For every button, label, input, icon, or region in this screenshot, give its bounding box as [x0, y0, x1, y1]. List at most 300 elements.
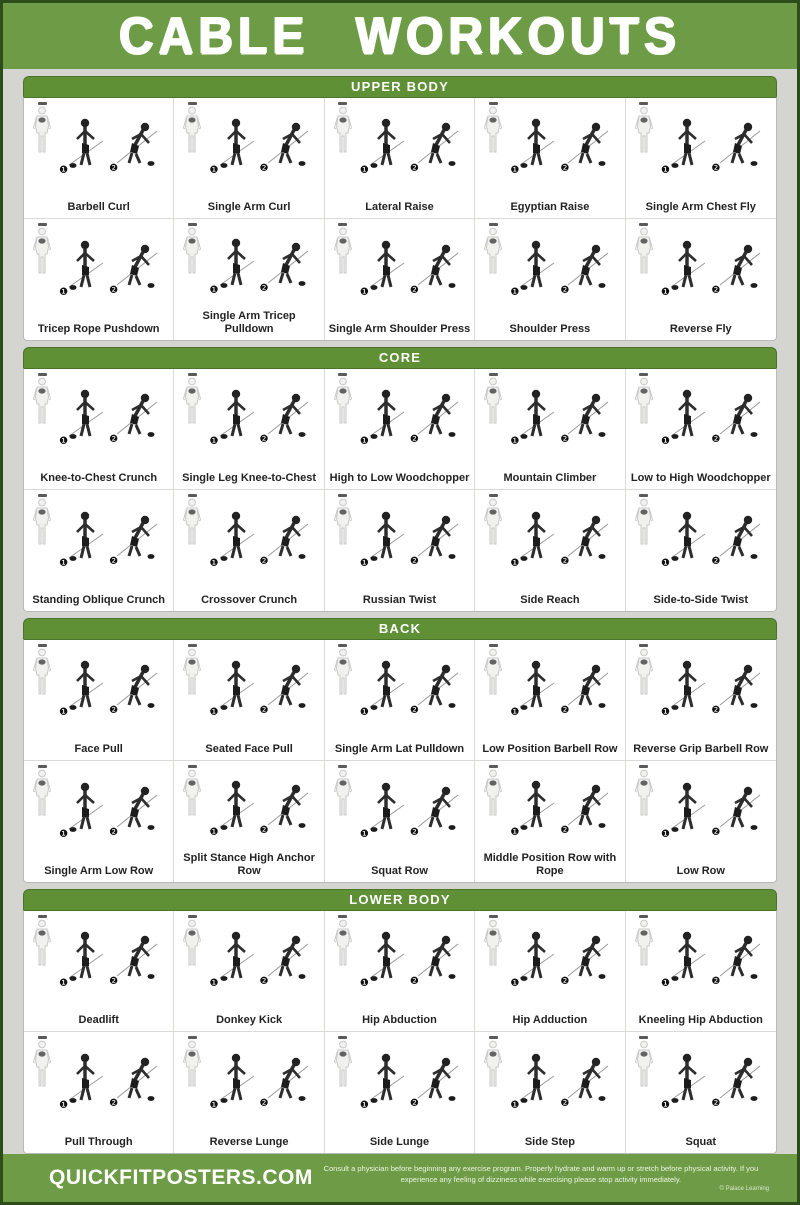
body-muscle-diagram-icon [633, 377, 655, 427]
exercise-pose-figure [516, 928, 556, 984]
pose-step-1 [209, 235, 256, 297]
disclaimer-text: Consult a physician before beginning any exercise program. Properly hydrate and warm up or stretch before physical activity. If you experience any feeling of dizziness while exercising please stop activity immediately. [323, 1164, 759, 1184]
muscle-diagram [179, 101, 205, 190]
pose-step-1 [59, 508, 105, 569]
exercise-pose-figure [266, 930, 310, 982]
step-2-badge: ❷ [410, 284, 420, 296]
exercise-cell [174, 219, 324, 340]
pose-step-1 [661, 508, 707, 569]
muscle-label-tag [338, 644, 347, 647]
exercise-name: Reverse Grip Barbell Row [633, 742, 769, 755]
pose-sequence [356, 101, 472, 190]
exercise-cell [475, 490, 625, 611]
exercise-name: Side Reach [520, 593, 580, 606]
step-1-badge: ❶ [661, 707, 671, 718]
pose-step-1 [510, 115, 556, 176]
exercise-cell [325, 1032, 475, 1153]
muscle-label-tag [489, 915, 498, 918]
exercise-pose-figure [115, 1052, 159, 1104]
body-muscle-diagram-icon [332, 227, 354, 277]
exercise-cell [24, 911, 174, 1032]
muscle-diagram [631, 1035, 657, 1125]
section-grid-core [23, 368, 777, 612]
pose-sequence [205, 222, 321, 309]
exercise-pose-figure [718, 388, 762, 440]
body-muscle-diagram-icon [482, 227, 504, 277]
exercise-name: Face Pull [74, 742, 123, 755]
exercise-cell [24, 490, 174, 611]
exercise-illustration [26, 764, 171, 854]
step-1-badge: ❶ [661, 978, 671, 989]
muscle-diagram [179, 372, 205, 461]
muscle-label-tag [639, 915, 648, 918]
exercise-pose-figure [416, 930, 460, 982]
exercise-pose-figure [416, 510, 460, 562]
exercise-cell [626, 1032, 776, 1153]
section-header-upper-body: UPPER BODY [23, 76, 777, 97]
exercise-pose-figure [366, 928, 406, 984]
muscle-diagram [29, 372, 55, 461]
muscle-label-tag [38, 102, 47, 105]
step-1-badge: ❶ [359, 707, 369, 718]
step-1-badge: ❶ [510, 827, 520, 839]
exercise-cell [475, 1032, 625, 1153]
step-1-badge: ❶ [510, 707, 520, 718]
exercise-illustration [477, 372, 622, 461]
section-core [23, 347, 777, 612]
exercise-illustration [26, 372, 171, 461]
pose-sequence [506, 914, 622, 1003]
exercise-pose-figure [65, 779, 105, 835]
exercise-name: Single Arm Lat Pulldown [334, 742, 465, 755]
body-muscle-diagram-icon [31, 648, 53, 698]
step-1-badge: ❶ [510, 286, 520, 298]
exercise-name: Low Row [676, 864, 725, 877]
exercise-pose-figure [416, 1052, 460, 1104]
muscle-diagram [179, 493, 205, 583]
exercise-name: Single Leg Knee-to-Chest [182, 471, 317, 484]
exercise-pose-figure [266, 779, 310, 831]
step-2-badge: ❷ [711, 826, 721, 838]
exercise-name: Barbell Curl [67, 200, 130, 213]
pose-step-1 [661, 928, 707, 989]
pose-step-1 [661, 779, 707, 840]
step-1-badge: ❶ [59, 165, 69, 176]
pose-step-1 [209, 777, 256, 839]
muscle-label-tag [639, 494, 648, 497]
pose-step-1 [510, 657, 556, 718]
muscle-label-tag [38, 494, 47, 497]
muscle-label-tag [188, 223, 197, 226]
pose-sequence [55, 372, 171, 461]
pose-sequence [55, 914, 171, 1003]
pose-step-2 [711, 930, 762, 987]
step-2-badge: ❷ [560, 555, 570, 567]
muscle-diagram [480, 764, 506, 851]
pose-step-2 [259, 1052, 310, 1109]
exercise-illustration [26, 222, 171, 312]
step-1-badge: ❶ [209, 285, 219, 297]
exercise-pose-figure [566, 659, 610, 711]
muscle-label-tag [38, 644, 47, 647]
exercise-cell [626, 761, 776, 882]
step-1-badge: ❶ [661, 165, 671, 176]
pose-step-2 [410, 117, 460, 174]
step-2-badge: ❷ [560, 434, 570, 445]
exercise-name: Donkey Kick [216, 1013, 283, 1026]
step-1-badge: ❶ [209, 436, 219, 447]
pose-step-2 [109, 239, 159, 296]
exercise-illustration [327, 493, 472, 583]
muscle-diagram [480, 493, 506, 583]
pose-step-1 [510, 928, 556, 989]
exercise-pose-figure [718, 117, 762, 169]
step-1-badge: ❶ [59, 828, 69, 840]
exercise-illustration [26, 914, 171, 1003]
pose-sequence [205, 914, 321, 1003]
pose-sequence [506, 372, 622, 461]
step-2-badge: ❷ [259, 555, 269, 567]
exercise-pose-figure [216, 657, 256, 713]
pose-sequence [55, 1035, 171, 1125]
step-1-badge: ❶ [510, 978, 520, 989]
step-1-badge: ❶ [359, 557, 369, 569]
exercise-name: Egyptian Raise [510, 200, 590, 213]
body-muscle-diagram-icon [332, 769, 354, 819]
muscle-label-tag [338, 102, 347, 105]
body-muscle-diagram-icon [31, 919, 53, 969]
exercise-pose-figure [266, 117, 310, 169]
step-1-badge: ❶ [209, 707, 219, 718]
exercise-pose-figure [718, 1052, 762, 1104]
pose-step-2 [259, 117, 310, 174]
step-2-badge: ❷ [109, 163, 119, 174]
pose-step-2 [109, 117, 159, 174]
exercise-pose-figure [718, 930, 762, 982]
pose-sequence [506, 1035, 622, 1125]
exercise-pose-figure [366, 386, 406, 442]
body-muscle-diagram-icon [482, 769, 504, 819]
exercise-cell [475, 761, 625, 882]
step-2-badge: ❷ [560, 1097, 570, 1109]
step-1-badge: ❶ [661, 1099, 671, 1111]
pose-step-2 [560, 1052, 610, 1109]
muscle-diagram [179, 764, 205, 851]
exercise-cell [174, 490, 324, 611]
muscle-diagram [480, 372, 506, 461]
pose-step-1 [661, 115, 707, 176]
pose-step-2 [560, 239, 610, 296]
pose-step-1 [510, 1050, 556, 1111]
muscle-diagram [29, 101, 55, 190]
muscle-label-tag [639, 765, 648, 768]
exercise-illustration [628, 222, 774, 312]
exercise-name: Hip Adduction [512, 1013, 588, 1026]
muscle-label-tag [639, 644, 648, 647]
pose-step-2 [410, 930, 460, 987]
exercise-illustration [327, 914, 472, 1003]
muscle-label-tag [188, 644, 197, 647]
step-2-badge: ❷ [410, 705, 420, 716]
step-2-badge: ❷ [410, 1097, 420, 1109]
copyright-text: © Palace Learning [719, 1186, 769, 1192]
step-2-badge: ❷ [410, 434, 420, 445]
step-2-badge: ❷ [109, 434, 119, 445]
muscle-diagram [179, 1035, 205, 1125]
exercise-pose-figure [65, 115, 105, 171]
step-2-badge: ❷ [109, 826, 119, 838]
exercise-pose-figure [516, 386, 556, 442]
exercise-name: Single Arm Shoulder Press [328, 322, 471, 335]
exercise-pose-figure [667, 115, 707, 171]
exercise-cell [626, 640, 776, 761]
exercise-pose-figure [115, 239, 159, 291]
step-2-badge: ❷ [259, 434, 269, 445]
body-muscle-diagram-icon [482, 377, 504, 427]
exercise-pose-figure [566, 239, 610, 291]
exercise-pose-figure [366, 779, 406, 835]
exercise-illustration [628, 372, 774, 461]
pose-step-2 [560, 117, 610, 174]
pose-step-2 [560, 659, 610, 716]
pose-step-1 [510, 508, 556, 569]
pose-step-2 [711, 117, 762, 174]
exercise-pose-figure [667, 386, 707, 442]
step-1-badge: ❶ [59, 557, 69, 569]
body-muscle-diagram-icon [31, 1040, 53, 1090]
muscle-label-tag [188, 765, 197, 768]
exercise-cell [626, 490, 776, 611]
pose-step-1 [59, 1050, 105, 1111]
step-1-badge: ❶ [59, 978, 69, 989]
step-2-badge: ❷ [410, 555, 420, 567]
body-muscle-diagram-icon [31, 498, 53, 548]
pose-step-2 [711, 510, 762, 567]
exercise-cell [24, 1032, 174, 1153]
step-1-badge: ❶ [59, 436, 69, 447]
exercise-pose-figure [667, 1050, 707, 1106]
exercise-cell [24, 98, 174, 219]
body-muscle-diagram-icon [482, 1040, 504, 1090]
section-upper-body [23, 76, 777, 341]
exercise-illustration [477, 1035, 622, 1125]
body-muscle-diagram-icon [633, 919, 655, 969]
muscle-diagram [29, 914, 55, 1003]
pose-sequence [205, 764, 321, 851]
exercise-pose-figure [266, 237, 310, 289]
pose-step-1 [359, 928, 406, 989]
exercise-pose-figure [718, 239, 762, 291]
pose-sequence [356, 643, 472, 732]
step-1-badge: ❶ [661, 286, 671, 298]
body-muscle-diagram-icon [181, 498, 203, 548]
section-header-lower-body: LOWER BODY [23, 889, 777, 910]
pose-step-2 [109, 781, 159, 838]
footer-website: QUICKFITPOSTERS.COM [49, 1166, 313, 1189]
muscle-diagram [29, 1035, 55, 1125]
pose-step-1 [209, 508, 256, 569]
step-2-badge: ❷ [711, 1097, 721, 1109]
step-1-badge: ❶ [359, 286, 369, 298]
exercise-pose-figure [566, 510, 610, 562]
muscle-label-tag [188, 494, 197, 497]
pose-sequence [657, 101, 774, 190]
muscle-label-tag [338, 915, 347, 918]
exercise-cell [626, 219, 776, 340]
pose-step-2 [560, 388, 610, 445]
muscle-diagram [631, 101, 657, 190]
exercise-pose-figure [416, 117, 460, 169]
exercise-pose-figure [416, 388, 460, 440]
exercise-illustration [628, 914, 774, 1003]
pose-step-2 [711, 239, 762, 296]
step-2-badge: ❷ [109, 555, 119, 567]
exercise-cell [174, 761, 324, 882]
body-muscle-diagram-icon [633, 227, 655, 277]
sections-container [3, 69, 797, 1165]
muscle-diagram [631, 493, 657, 583]
exercise-pose-figure [718, 659, 762, 711]
body-muscle-diagram-icon [332, 498, 354, 548]
exercise-cell [174, 911, 324, 1032]
muscle-diagram [631, 222, 657, 312]
step-1-badge: ❶ [510, 1099, 520, 1111]
pose-step-2 [410, 659, 460, 716]
step-2-badge: ❷ [259, 976, 269, 987]
exercise-illustration [477, 764, 622, 851]
step-2-badge: ❷ [259, 283, 269, 295]
exercise-name: Deadlift [78, 1013, 119, 1026]
body-muscle-diagram-icon [332, 919, 354, 969]
step-2-badge: ❷ [410, 976, 420, 987]
muscle-diagram [330, 764, 356, 854]
pose-step-1 [359, 386, 406, 447]
pose-step-2 [711, 1052, 762, 1109]
muscle-label-tag [489, 102, 498, 105]
exercise-cell [174, 1032, 324, 1153]
body-muscle-diagram-icon [181, 919, 203, 969]
exercise-name: Low Position Barbell Row [482, 742, 618, 755]
pose-sequence [356, 1035, 472, 1125]
muscle-label-tag [38, 1036, 47, 1039]
pose-step-1 [209, 1050, 256, 1111]
exercise-illustration [628, 764, 774, 854]
exercise-illustration [628, 1035, 774, 1125]
muscle-label-tag [489, 223, 498, 226]
muscle-diagram [330, 493, 356, 583]
muscle-diagram [631, 372, 657, 461]
exercise-pose-figure [667, 657, 707, 713]
pose-step-2 [109, 659, 159, 716]
pose-step-2 [259, 388, 310, 445]
body-muscle-diagram-icon [31, 106, 53, 156]
pose-step-2 [560, 930, 610, 987]
muscle-diagram [480, 914, 506, 1003]
exercise-illustration [176, 493, 321, 583]
muscle-label-tag [188, 1036, 197, 1039]
exercise-name: Single Arm Curl [207, 200, 291, 213]
step-1-badge: ❶ [661, 436, 671, 447]
exercise-cell [24, 761, 174, 882]
pose-step-2 [410, 388, 460, 445]
pose-sequence [55, 493, 171, 583]
pose-sequence [205, 493, 321, 583]
exercise-pose-figure [516, 777, 556, 833]
title-bar [3, 3, 797, 69]
pose-step-1 [59, 928, 105, 989]
pose-step-1 [59, 115, 105, 176]
exercise-cell [325, 640, 475, 761]
muscle-label-tag [489, 494, 498, 497]
step-1-badge: ❶ [510, 436, 520, 447]
pose-step-1 [59, 657, 105, 718]
exercise-pose-figure [516, 115, 556, 171]
step-2-badge: ❷ [259, 825, 269, 837]
pose-step-1 [209, 386, 256, 447]
exercise-illustration [327, 764, 472, 854]
muscle-diagram [480, 101, 506, 190]
exercise-illustration [628, 643, 774, 732]
exercise-pose-figure [366, 1050, 406, 1106]
pose-step-1 [510, 237, 556, 298]
pose-step-1 [359, 779, 406, 840]
exercise-name: Side Lunge [369, 1135, 430, 1148]
exercise-illustration [176, 372, 321, 461]
exercise-name: Knee-to-Chest Crunch [40, 471, 158, 484]
muscle-label-tag [188, 915, 197, 918]
exercise-illustration [176, 914, 321, 1003]
exercise-illustration [327, 372, 472, 461]
body-muscle-diagram-icon [181, 648, 203, 698]
pose-step-1 [359, 1050, 406, 1111]
exercise-pose-figure [266, 388, 310, 440]
exercise-pose-figure [516, 657, 556, 713]
footer-disclaimer-block [313, 1164, 769, 1192]
muscle-label-tag [639, 223, 648, 226]
exercise-illustration [176, 1035, 321, 1125]
step-1-badge: ❶ [359, 165, 369, 176]
exercise-cell [24, 640, 174, 761]
pose-sequence [657, 493, 774, 583]
pose-step-1 [661, 237, 707, 298]
exercise-cell [174, 98, 324, 219]
exercise-pose-figure [566, 388, 610, 440]
step-2-badge: ❷ [711, 555, 721, 567]
pose-step-1 [59, 386, 105, 447]
exercise-illustration [176, 101, 321, 190]
body-muscle-diagram-icon [332, 648, 354, 698]
exercise-pose-figure [65, 1050, 105, 1106]
exercise-pose-figure [266, 510, 310, 562]
exercise-pose-figure [65, 237, 105, 293]
step-2-badge: ❷ [711, 163, 721, 174]
step-2-badge: ❷ [109, 284, 119, 296]
exercise-cell [325, 761, 475, 882]
exercise-pose-figure [416, 239, 460, 291]
body-muscle-diagram-icon [181, 377, 203, 427]
step-1-badge: ❶ [359, 828, 369, 840]
pose-sequence [356, 493, 472, 583]
muscle-diagram [330, 914, 356, 1003]
exercise-pose-figure [516, 1050, 556, 1106]
muscle-label-tag [489, 1036, 498, 1039]
exercise-cell [24, 219, 174, 340]
pose-step-1 [359, 115, 406, 176]
muscle-label-tag [489, 765, 498, 768]
pose-sequence [506, 222, 622, 312]
pose-step-2 [711, 388, 762, 445]
exercise-cell [325, 219, 475, 340]
